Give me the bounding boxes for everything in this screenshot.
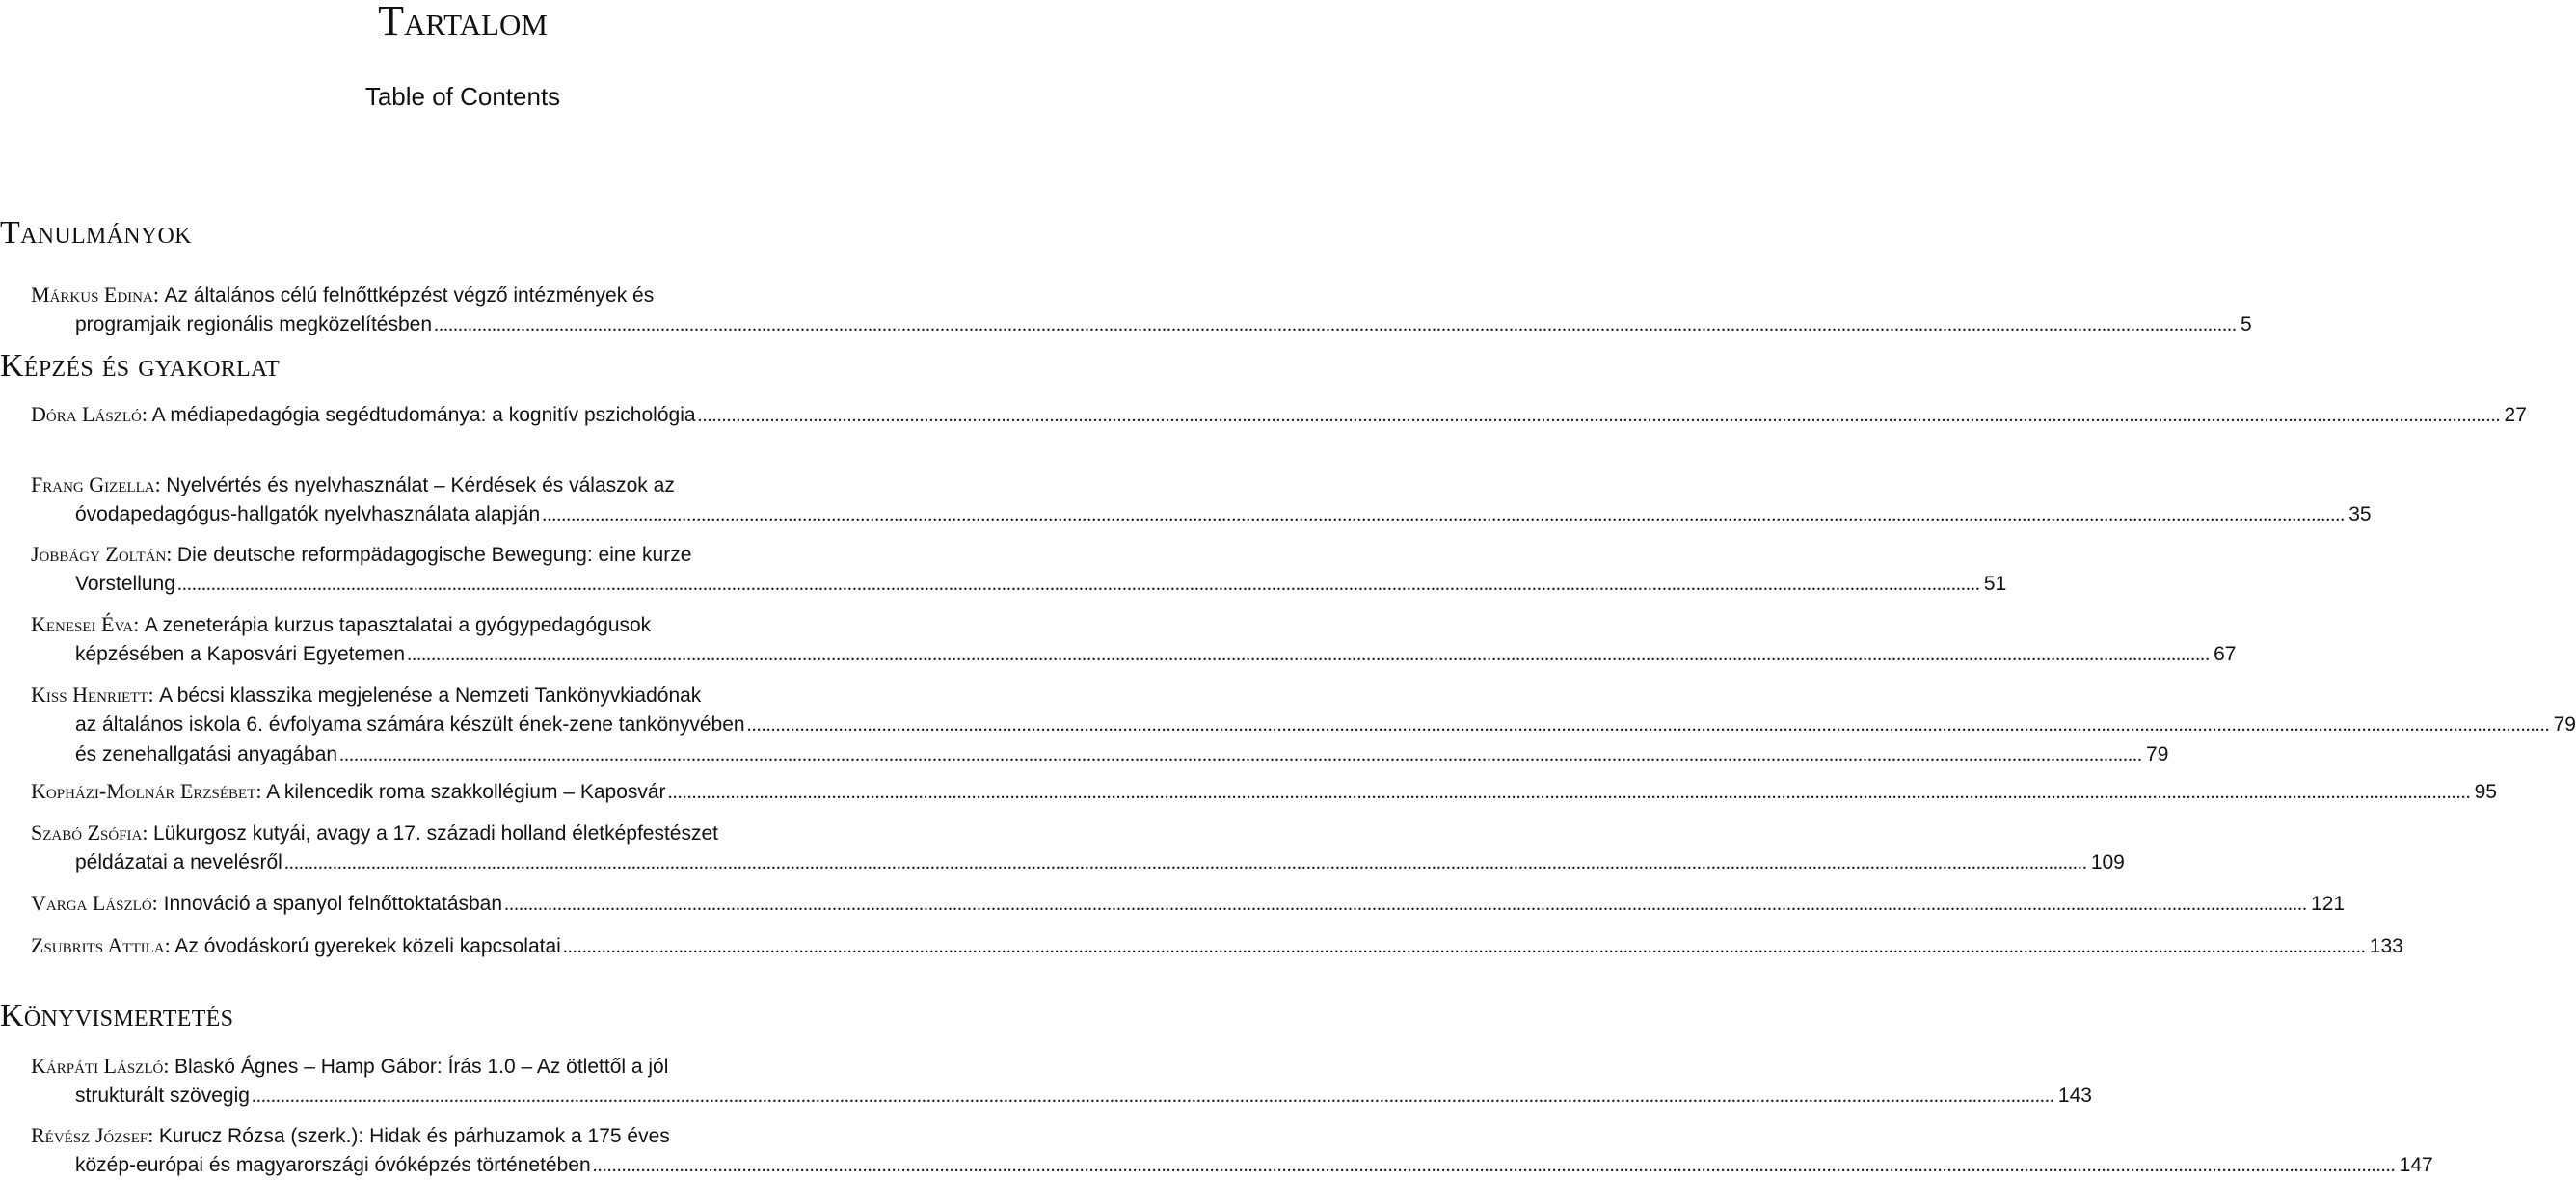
toc-entry-title-wrap [75, 743, 337, 765]
dot-leader [696, 405, 2505, 426]
toc-entry-title: Lükurgosz kutyái, avagy a 17. századi holland életképfestészet [152, 822, 718, 845]
toc-entry-author: Varga László: [31, 891, 158, 915]
dot-leader [337, 744, 2146, 765]
page-number: 121 [2311, 893, 2346, 915]
dot-leader [282, 852, 2091, 873]
toc-entry-line [31, 1081, 2092, 1111]
toc-entry-author: Frang Gizella: [31, 472, 161, 496]
toc-entry-title-wrap [31, 781, 666, 803]
toc-entry-line [31, 1121, 920, 1150]
toc-entry[interactable] [31, 540, 2007, 599]
dot-leader [175, 574, 1984, 595]
toc-entry-line [31, 818, 920, 847]
toc-entry-line [31, 470, 920, 499]
toc-entry-title-wrap [75, 1085, 250, 1107]
page-number: 27 [2504, 404, 2527, 426]
dot-leader [561, 936, 2370, 957]
section-heading: Könyvismertetés [0, 998, 234, 1033]
page-number: 147 [2399, 1154, 2433, 1176]
toc-entry-author: Révész József: [31, 1123, 154, 1147]
dot-leader [591, 1155, 2400, 1176]
toc-entry[interactable] [31, 1052, 2092, 1111]
toc-entry[interactable] [31, 681, 2576, 769]
toc-entry-author: Jobbágy Zoltán: [31, 542, 173, 566]
toc-entry-title: Az általános célú felnőttképzést végző intézmények és [164, 284, 655, 307]
toc-entry-title: óvodapedagógus-hallgatók nyelvhasználata alapján [75, 503, 541, 525]
page-subtitle: Table of Contents [364, 82, 561, 111]
page-number: 5 [2241, 313, 2252, 335]
page-number: 79 [2553, 713, 2576, 736]
page-number: 51 [1983, 573, 2007, 595]
toc-entry-line [31, 400, 2527, 430]
toc-entry-title-wrap [31, 404, 696, 426]
toc-entry[interactable] [31, 889, 2346, 919]
toc-entry-author: Szabó Zsófia: [31, 820, 148, 845]
toc-entry-title: A zeneterápia kurzus tapasztalatai a gyógypedagógusok [144, 614, 652, 636]
toc-entry[interactable] [31, 400, 2527, 430]
toc-entry[interactable] [31, 777, 2497, 807]
toc-entry[interactable] [31, 470, 2372, 529]
toc-entry-title-wrap [75, 573, 175, 595]
toc-entry-title: és zenehallgatási anyagában [75, 743, 338, 765]
toc-entry-title: Blaskó Ágnes – Hamp Gábor: Írás 1.0 – Az ötlettől a jól [174, 1056, 669, 1078]
toc-entry-author: Dóra László: [31, 402, 148, 426]
toc-entry-line [31, 540, 920, 569]
dot-leader [540, 504, 2348, 525]
toc-entry-title: Az óvodáskorú gyerekek közeli kapcsolatai [174, 935, 561, 957]
toc-entry-line [31, 1052, 920, 1081]
toc-entry-author: Kenesei Éva: [31, 612, 140, 636]
toc-entry-title: strukturált szövegig [75, 1085, 250, 1107]
toc-entry[interactable] [31, 931, 2403, 961]
toc-entry-title: programjaik regionális megközelítésben [75, 313, 433, 335]
page-title: Tartalom [378, 0, 548, 44]
toc-entry-line [31, 499, 2372, 529]
toc-entry-line [31, 309, 2252, 339]
toc-entry-line [31, 710, 2576, 739]
page-number: 133 [2369, 935, 2403, 957]
toc-entry-title: A kilencedik roma szakkollégium – Kaposvár [266, 781, 666, 803]
toc-entry-title: közép-európai és magyarországi óvóképzés történetében [75, 1154, 591, 1176]
page-number: 67 [2214, 643, 2237, 665]
page-number: 35 [2348, 503, 2372, 525]
toc-entry-line [31, 777, 2497, 807]
toc-entry-title-wrap [75, 1154, 591, 1176]
toc-entry-title-wrap [75, 503, 540, 525]
toc-entry-author: Kiss Henriett: [31, 683, 154, 707]
toc-entry-line [31, 639, 2237, 669]
toc-entry[interactable] [31, 610, 2237, 669]
toc-entry-line [31, 610, 920, 639]
toc-entry-line [31, 739, 2169, 769]
section-heading: Tanulmányok [0, 215, 192, 251]
dot-leader [250, 1086, 2058, 1107]
toc-entry-line [31, 569, 2007, 599]
toc-entry-line [31, 281, 920, 309]
toc-entry-line [31, 931, 2403, 961]
toc-entry-title-wrap [75, 643, 405, 665]
dot-leader [432, 314, 2241, 335]
dot-leader [745, 714, 2554, 736]
toc-entry-title: A médiapedagógia segédtudománya: a kognitív pszichológia [151, 404, 696, 426]
toc-entry-title-wrap [31, 893, 502, 915]
toc-entry-title-wrap [75, 313, 432, 335]
toc-entry-title: példázatai a nevelésről [75, 851, 282, 873]
toc-entry-author: Márkus Edina: [31, 282, 159, 307]
toc-entry-author: Kárpáti László: [31, 1054, 170, 1078]
toc-entry-title: Kurucz Rózsa (szerk.): Hidak és párhuzamok a 175 éves [158, 1125, 670, 1147]
page-number: 109 [2090, 851, 2125, 873]
toc-entry[interactable] [31, 818, 2125, 877]
toc-entry-author: Zsubrits Attila: [31, 933, 171, 957]
page-number: 79 [2146, 743, 2169, 765]
dot-leader [502, 894, 2311, 915]
toc-entry[interactable] [31, 281, 2252, 339]
toc-entry-line [31, 681, 920, 710]
page-number: 95 [2474, 781, 2497, 803]
toc-entry-title: képzésében a Kaposvári Egyetemen [75, 643, 406, 665]
toc-entry-title-wrap [75, 851, 282, 873]
toc-entry-line [31, 847, 2125, 877]
toc-entry-author: Kopházi-Molnár Erzsébet: [31, 779, 262, 803]
toc-entry-title: az általános iskola 6. évfolyama számára készült ének-zene tankönyvében [75, 713, 745, 736]
toc-entry-line [31, 889, 2346, 919]
toc-entry-title: A bécsi klasszika megjelenése a Nemzeti Tankönyvkiadónak [159, 684, 702, 707]
toc-entry-title: Die deutsche reformpädagogische Bewegung: eine kurze [176, 544, 692, 566]
dot-leader [666, 782, 2475, 803]
toc-entry-title: Innováció a spanyol felnőttoktatásban [163, 893, 503, 915]
toc-entry-title: Vorstellung [75, 573, 175, 595]
toc-entry-line [31, 1150, 2433, 1180]
section-heading: Képzés és gyakorlat [0, 348, 280, 384]
toc-entry-title: Nyelvértés és nyelvhasználat – Kérdések és válaszok az [166, 474, 675, 496]
page-number: 143 [2057, 1085, 2092, 1107]
toc-entry-title-wrap [75, 713, 745, 736]
dot-leader [405, 644, 2214, 665]
toc-entry-title-wrap [31, 935, 561, 957]
toc-entry[interactable] [31, 1121, 2433, 1180]
